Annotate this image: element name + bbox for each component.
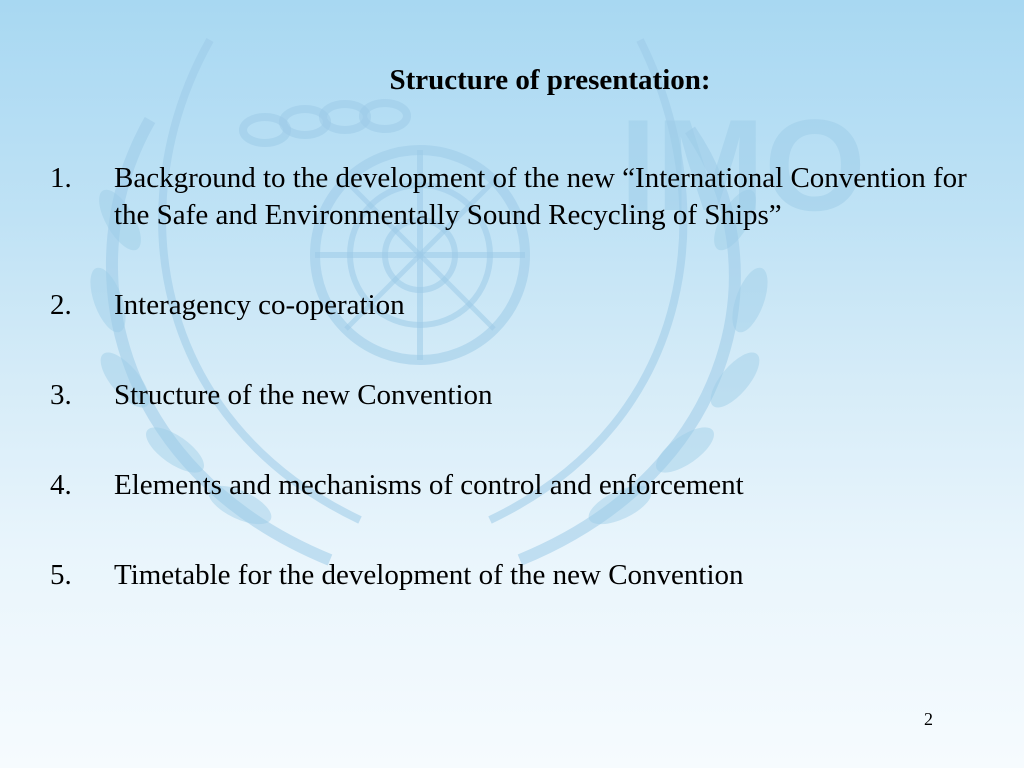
list-item-text: Background to the development of the new “International Convention for the Safe and Environmentally Sound Recycling of Ships”	[114, 162, 967, 231]
list-item	[50, 557, 990, 594]
list-item-text: Timetable for the development of the new Convention	[114, 559, 744, 591]
agenda-list	[50, 160, 990, 647]
page-title: Structure of presentation:	[389, 64, 711, 96]
list-item-number: 4.	[50, 469, 72, 501]
list-item	[50, 377, 990, 414]
imo-logo-watermark-text: IMO	[620, 92, 866, 238]
list-item-number: 5.	[50, 559, 72, 591]
list-item-text: Structure of the new Convention	[114, 379, 493, 411]
list-item	[50, 160, 990, 234]
slide-number: 2	[924, 709, 933, 729]
list-item-text: Interagency co-operation	[114, 289, 405, 321]
list-item-number: 1.	[50, 162, 72, 194]
list-item-text: Elements and mechanisms of control and enforcement	[114, 469, 744, 501]
list-item-number: 3.	[50, 379, 72, 411]
list-item-number: 2.	[50, 289, 72, 321]
list-item	[50, 467, 990, 504]
list-item	[50, 287, 990, 324]
